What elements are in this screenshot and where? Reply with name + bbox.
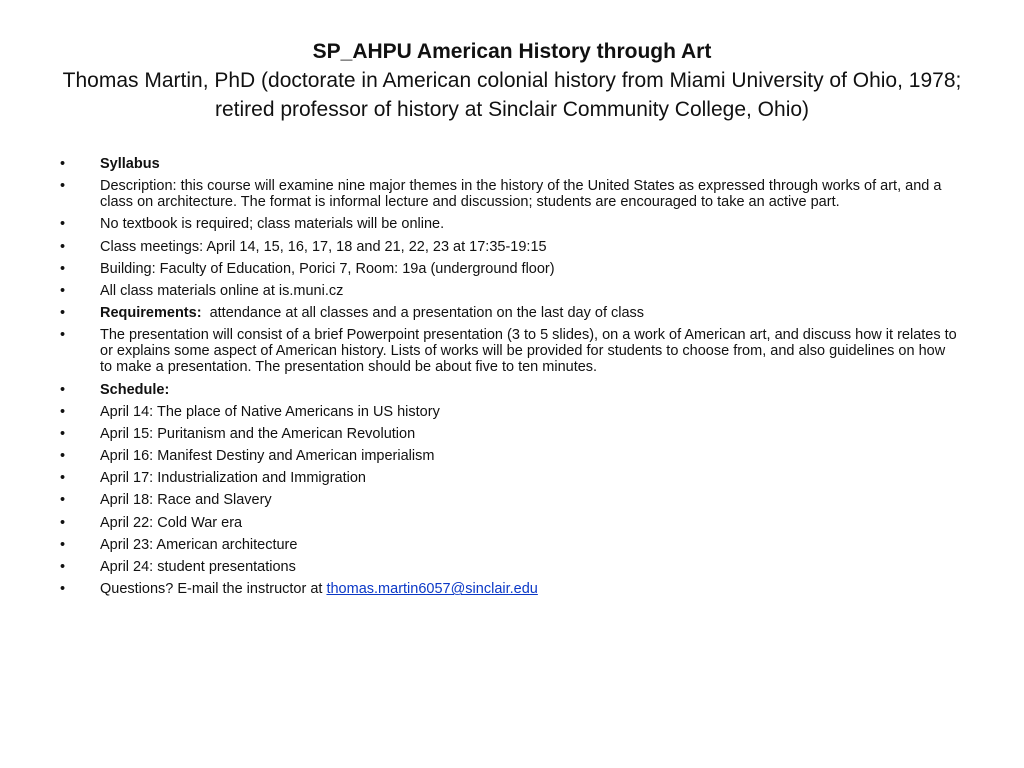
requirements-text: attendance at all classes and a presentation on the last day of class bbox=[201, 305, 645, 322]
schedule-item bbox=[60, 515, 960, 531]
schedule-item bbox=[60, 448, 960, 464]
list-item-requirements bbox=[60, 305, 960, 321]
questions-text: Questions? E-mail the instructor at bbox=[100, 581, 327, 598]
requirements-label: Requirements: bbox=[100, 305, 202, 322]
list-item-presentation bbox=[60, 327, 960, 375]
bullet-icon: • bbox=[60, 559, 66, 575]
bullet-icon: • bbox=[60, 216, 66, 233]
list-item-meetings bbox=[60, 239, 960, 255]
materials-text: All class materials online at is.muni.cz bbox=[100, 282, 344, 299]
bullet-icon: • bbox=[60, 425, 66, 442]
syllabus-list bbox=[60, 156, 960, 603]
syllabus-heading: Syllabus bbox=[100, 156, 160, 172]
schedule-item-text: April 18: Race and Slavery bbox=[100, 492, 272, 509]
schedule-item bbox=[60, 470, 960, 486]
list-item-description bbox=[60, 178, 960, 210]
bullet-icon: • bbox=[60, 305, 66, 322]
schedule-item-text: April 23: American architecture bbox=[100, 536, 298, 553]
bullet-icon: • bbox=[60, 178, 66, 195]
building-text: Building: Faculty of Education, Porici 7, Room: 19a (underground floor) bbox=[100, 260, 555, 277]
schedule-item-text: April 15: Puritanism and the American Revolution bbox=[100, 425, 416, 442]
schedule-item bbox=[60, 537, 960, 553]
schedule-heading: Schedule: bbox=[100, 381, 170, 398]
list-item-textbook bbox=[60, 216, 960, 232]
meetings-text: Class meetings: April 14, 15, 16, 17, 18 and 21, 22, 23 at 17:35-19:15 bbox=[100, 238, 547, 255]
bullet-icon: • bbox=[60, 282, 66, 299]
schedule-item-text: April 17: Industrialization and Immigration bbox=[100, 470, 366, 487]
schedule-item-text: April 24: student presentations bbox=[100, 559, 296, 575]
schedule-item bbox=[60, 426, 960, 442]
schedule-item-text: April 14: The place of Native Americans in US history bbox=[100, 403, 440, 420]
textbook-text: No textbook is required; class materials will be online. bbox=[100, 216, 445, 233]
bullet-icon: • bbox=[60, 238, 66, 255]
bullet-icon: • bbox=[60, 536, 66, 553]
instructor-info: Thomas Martin, PhD (doctorate in American colonial history from Miami University of Ohio, 1978; retired professor of history at Sinclair Community College, Ohio) bbox=[62, 69, 962, 121]
schedule-item bbox=[60, 404, 960, 420]
list-item-syllabus bbox=[60, 156, 960, 172]
list-item-schedule bbox=[60, 382, 960, 398]
instructor-email-link[interactable]: thomas.martin6057@sinclair.edu bbox=[326, 581, 538, 598]
description-text: Description: this course will examine nine major themes in the history of the United States as expressed through works of art, and a class on architecture. The format is informal lecture and discussion; students are encouraged to take an active part. bbox=[100, 178, 942, 211]
schedule-item bbox=[60, 559, 960, 575]
bullet-icon: • bbox=[60, 470, 66, 487]
bullet-icon: • bbox=[60, 514, 66, 531]
list-item-materials bbox=[60, 283, 960, 299]
bullet-icon: • bbox=[60, 260, 66, 277]
presentation-text: The presentation will consist of a brief Powerpoint presentation (3 to 5 slides), on a work of American art, and discuss how it relates to or explains some aspect of American history. Lists of works will be provided for students to choose from, and also guidelines on how to make a presentation. The presentation should be about five to ten minutes. bbox=[100, 327, 957, 376]
bullet-icon: • bbox=[60, 327, 66, 344]
schedule-item-text: April 22: Cold War era bbox=[100, 514, 243, 531]
bullet-icon: • bbox=[60, 581, 66, 598]
bullet-icon: • bbox=[60, 403, 66, 420]
bullet-icon: • bbox=[60, 492, 66, 509]
bullet-icon: • bbox=[60, 381, 66, 398]
slide-title bbox=[50, 37, 974, 124]
list-item-questions bbox=[60, 581, 960, 597]
course-title: SP_AHPU American History through Art bbox=[312, 40, 712, 63]
schedule-item bbox=[60, 492, 960, 508]
list-item-building bbox=[60, 261, 960, 277]
bullet-icon: • bbox=[60, 448, 66, 465]
schedule-item-text: April 16: Manifest Destiny and American imperialism bbox=[100, 448, 435, 465]
bullet-icon: • bbox=[60, 156, 66, 172]
